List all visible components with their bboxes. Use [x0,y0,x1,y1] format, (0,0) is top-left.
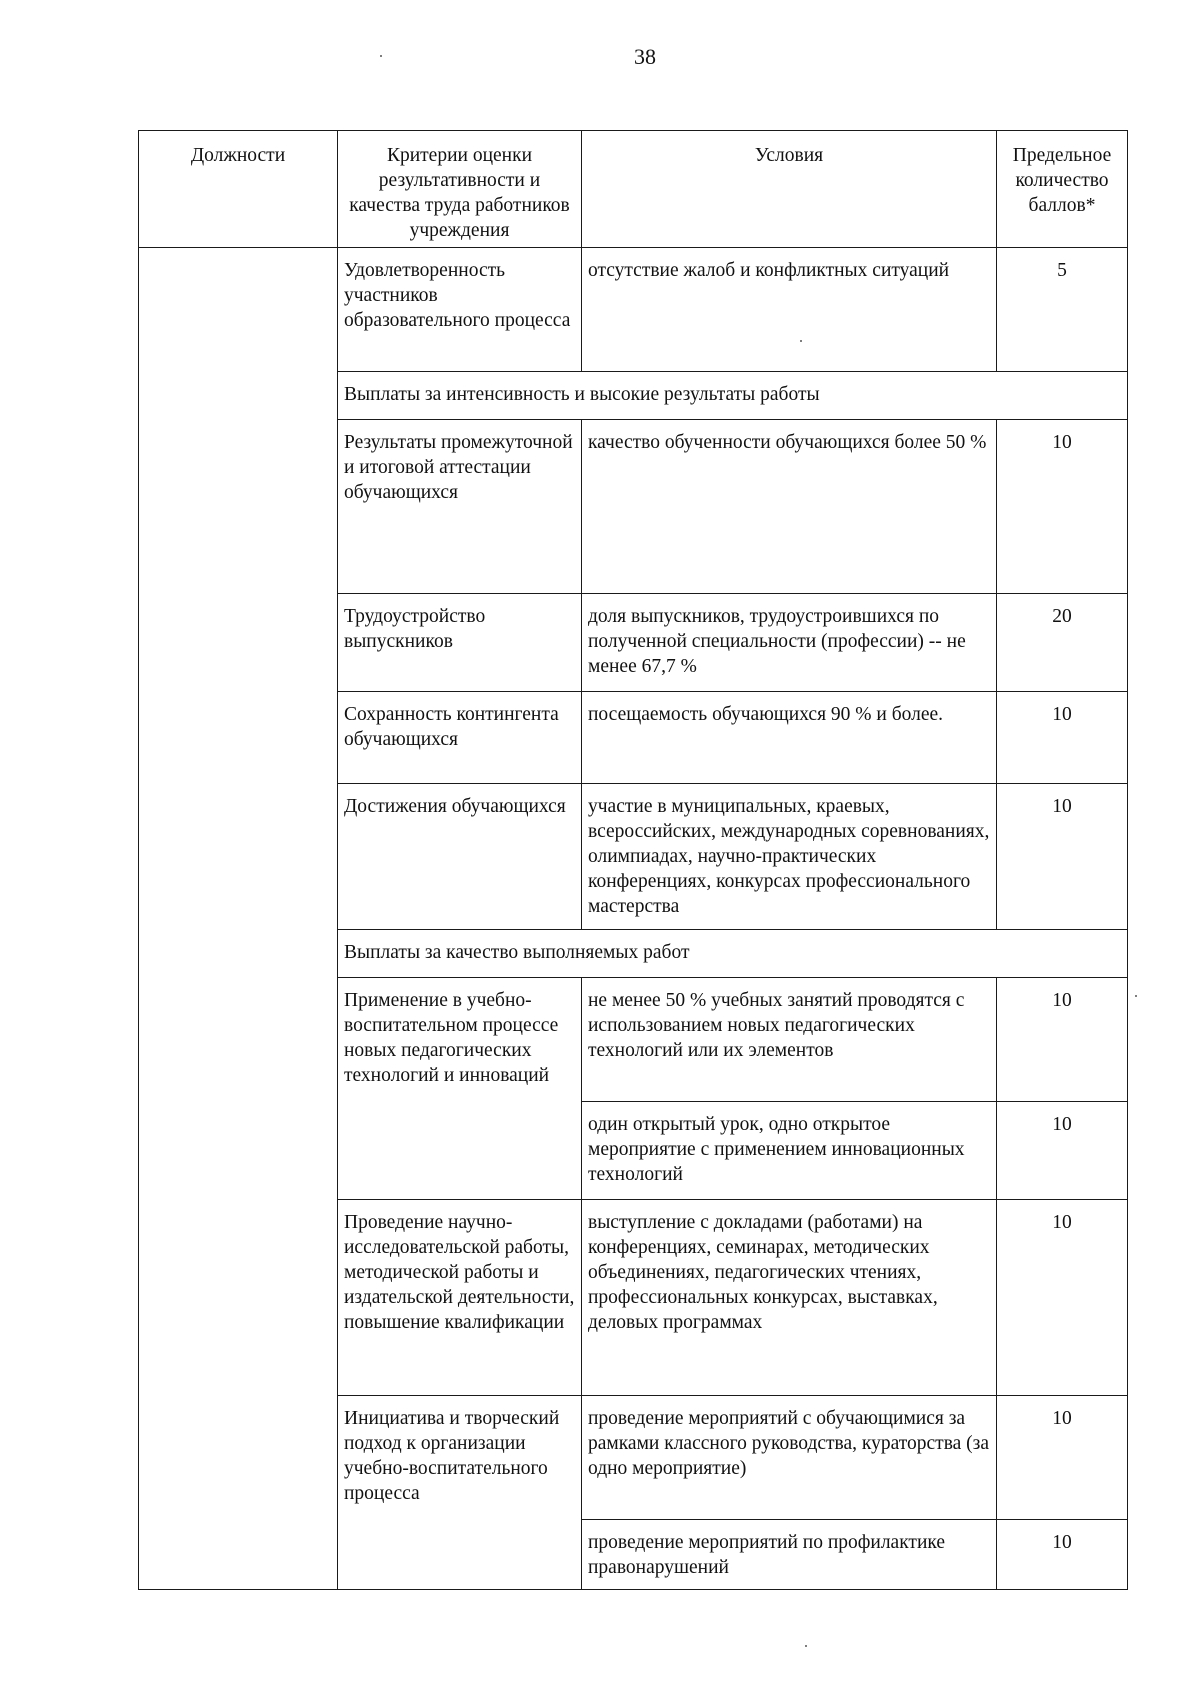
condition-cell: проведение мероприятий по профилактике правонарушений [582,1520,997,1590]
condition-cell: доля выпускников, трудоустроившихся по полученной специальности (профессии) -- не менее 67,7 % [582,594,997,692]
points-cell: 10 [997,978,1128,1102]
table-row [139,248,1128,372]
condition-cell: отсутствие жалоб и конфликтных ситуаций [582,248,997,372]
points-cell: 10 [997,1102,1128,1200]
section-title: Выплаты за качество выполняемых работ [338,930,1128,978]
points-cell: 20 [997,594,1128,692]
criterion-cell: Результаты промежуточной и итоговой аттестации обучающихся [338,420,582,594]
criteria-table [138,130,1128,1590]
criterion-cell: Инициатива и творческий подход к организации учебно-воспитательного процесса [338,1396,582,1590]
header-position: Должности [139,131,338,248]
header-conditions: Условия [582,131,997,248]
condition-cell: не менее 50 % учебных занятий проводятся с использованием новых педагогических технологий или их элементов [582,978,997,1102]
header-criteria: Критерии оценки результативности и качества труда работников учреждения [338,131,582,248]
condition-cell: проведение мероприятий с обучающимися за рамками классного руководства, кураторства (за одно мероприятие) [582,1396,997,1520]
points-cell: 10 [997,784,1128,930]
page-number: 38 [634,44,656,69]
points-cell: 10 [997,692,1128,784]
table-header-row [139,131,1128,248]
scan-speck [380,55,382,57]
header-points: Предельное количество баллов* [997,131,1128,248]
scan-speck [800,340,802,342]
condition-cell: участие в муниципальных, краевых, всероссийских, международных соревнованиях, олимпиадах, научно-практических конференциях, конкурсах профессионального мастерства [582,784,997,930]
scan-speck [805,1645,807,1647]
section-title: Выплаты за интенсивность и высокие результаты работы [338,372,1128,420]
condition-cell: качество обученности обучающихся более 50 % [582,420,997,594]
condition-cell: один открытый урок, одно открытое мероприятие с применением инновационных технологий [582,1102,997,1200]
criterion-cell: Трудоустройство выпускников [338,594,582,692]
points-cell: 10 [997,1200,1128,1396]
criterion-cell: Сохранность контингента обучающихся [338,692,582,784]
condition-cell: выступление с докладами (работами) на конференциях, семинарах, методических объединениях, педагогических чтениях, профессиональных конкурсах, выставках, деловых программах [582,1200,997,1396]
criterion-cell: Проведение научно-исследовательской работы, методической работы и издательской деятельности, повышение квалификации [338,1200,582,1396]
scan-speck [1135,995,1137,997]
criterion-cell: Достижения обучающихся [338,784,582,930]
points-cell: 10 [997,420,1128,594]
points-cell: 10 [997,1396,1128,1520]
points-cell: 10 [997,1520,1128,1590]
criterion-cell: Применение в учебно-воспитательном процессе новых педагогических технологий и инноваций [338,978,582,1200]
condition-cell: посещаемость обучающихся 90 % и более. [582,692,997,784]
points-cell: 5 [997,248,1128,372]
criterion-cell: Удовлетворенность участников образовательного процесса [338,248,582,372]
position-cell [139,248,338,1590]
